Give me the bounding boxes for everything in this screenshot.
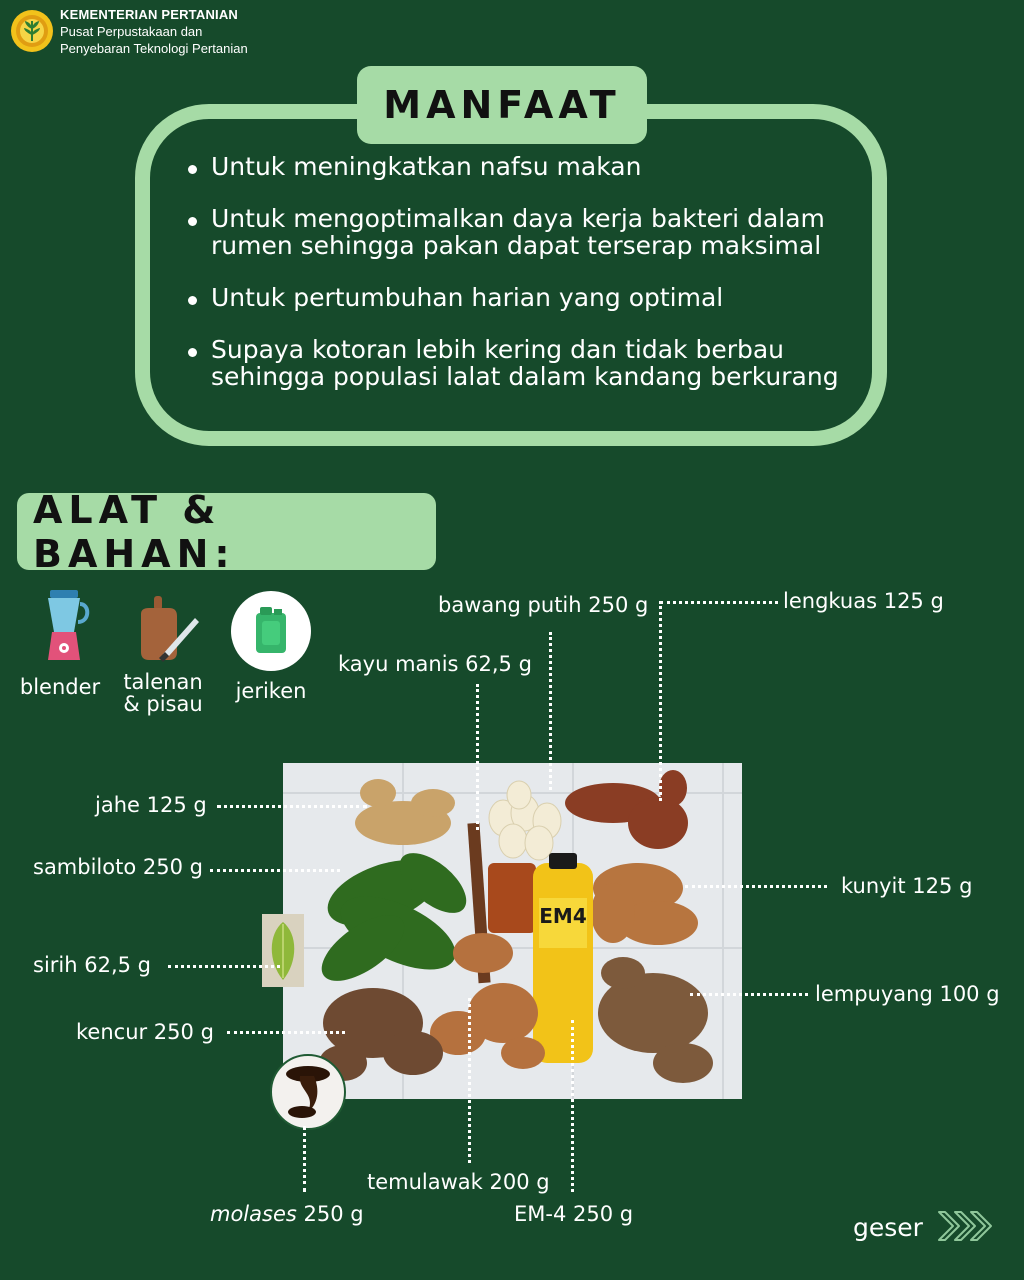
sirih-leaf-thumbnail: [262, 914, 304, 987]
tool-label-blender: blender: [19, 675, 101, 699]
leader-line-bawang-putih: [549, 632, 552, 790]
chevron-right-icon[interactable]: [937, 1208, 1003, 1244]
manfaat-title: MANFAAT: [383, 83, 621, 127]
ingredient-label-kayu-manis: kayu manis 62,5 g: [338, 652, 532, 676]
benefit-item: Untuk pertumbuhan harian yang optimal: [186, 284, 866, 311]
leader-line-sambiloto: [210, 869, 340, 872]
kementerian-logo: [10, 9, 54, 53]
leader-line-molases: [303, 1126, 306, 1192]
jerrycan-icon: [230, 591, 312, 671]
ingredient-label-sirih: sirih 62,5 g: [33, 953, 151, 977]
tool-label-talenan: talenan & pisau: [123, 670, 203, 716]
molasses-thumbnail: [270, 1054, 346, 1130]
leader-line-lempuyang: [690, 993, 808, 996]
leader-line-sirih: [168, 965, 280, 968]
alat-bahan-title: ALAT & BAHAN:: [33, 487, 236, 576]
leader-line-kayu-manis: [476, 684, 479, 830]
leader-line-kunyit: [685, 885, 827, 888]
cutting-board-knife-icon: [137, 594, 203, 664]
ingredient-label-kunyit: kunyit 125 g: [841, 874, 973, 898]
ingredients-photo: [283, 763, 742, 1099]
ingredient-label-jahe: jahe 125 g: [95, 793, 207, 817]
ingredient-label-bawang-putih: bawang putih 250 g: [438, 593, 649, 617]
benefit-item: Untuk mengoptimalkan daya kerja bakteri dalam rumen sehingga pakan dapat terserap maksimal: [186, 205, 866, 259]
leader-line-kencur: [227, 1031, 345, 1034]
leader-line-lengkuas: [660, 601, 778, 604]
ingredient-label-lengkuas: lengkuas 125 g: [783, 589, 944, 613]
tool-label-jeriken: jeriken: [235, 679, 307, 703]
ingredient-label-molases: molases 250 g: [210, 1202, 364, 1226]
org-subtitle-line2: Penyebaran Teknologi Pertanian: [60, 41, 248, 56]
ingredient-label-lempuyang: lempuyang 100 g: [815, 982, 1000, 1006]
alat-bahan-title-tab: [17, 487, 436, 576]
leader-line-temulawak: [468, 998, 471, 1163]
em4-bottle-label: EM4: [539, 904, 587, 928]
leader-line-em4: [571, 1020, 574, 1192]
ingredient-label-temulawak: temulawak 200 g: [367, 1170, 550, 1194]
manfaat-title-tab: [357, 66, 647, 144]
leader-line-lengkuas-vertical: [659, 601, 662, 801]
benefit-list: [186, 153, 866, 415]
blender-icon: [40, 588, 96, 662]
org-subtitle-line1: Pusat Perpustakaan dan: [60, 24, 203, 39]
leader-line-jahe: [217, 805, 367, 808]
ingredient-label-kencur: kencur 250 g: [76, 1020, 214, 1044]
ingredient-label-sambiloto: sambiloto 250 g: [33, 855, 203, 879]
org-name: KEMENTERIAN PERTANIAN: [60, 7, 239, 22]
next-page-label[interactable]: geser: [853, 1213, 923, 1242]
ingredient-label-em4: EM-4 250 g: [514, 1202, 634, 1226]
benefit-item: Untuk meningkatkan nafsu makan: [186, 153, 866, 180]
benefit-item: Supaya kotoran lebih kering dan tidak berbau sehingga populasi lalat dalam kandang berkurang: [186, 336, 866, 390]
